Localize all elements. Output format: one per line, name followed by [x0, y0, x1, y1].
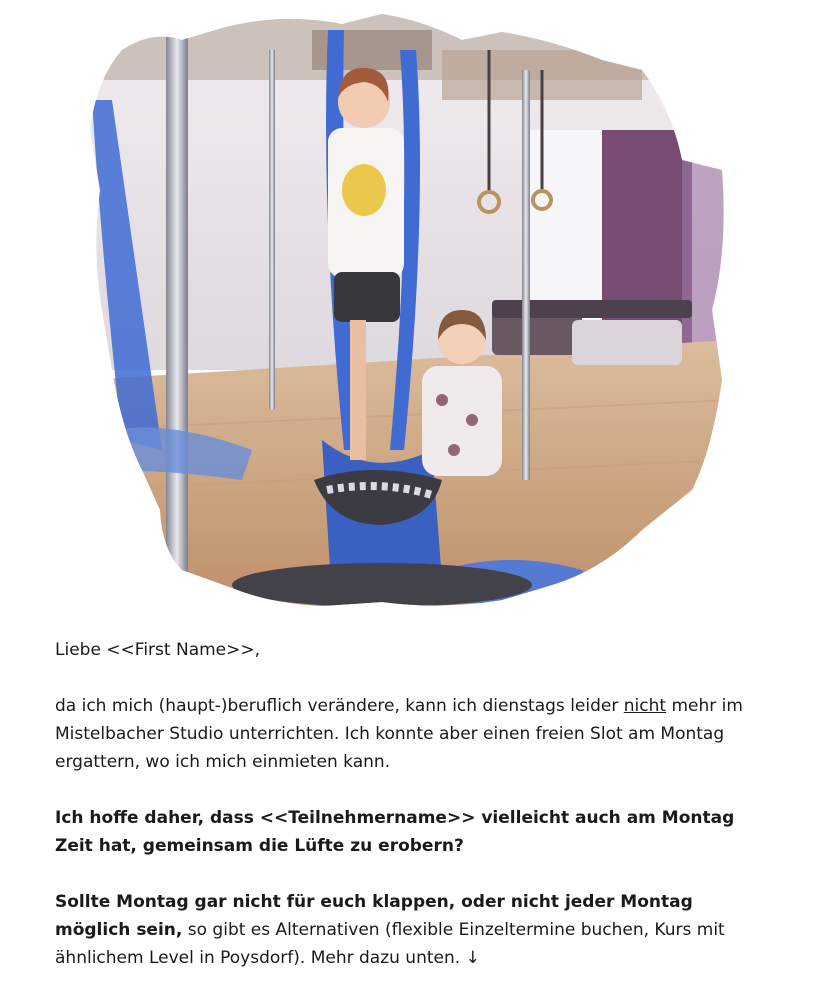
greeting: Liebe <<First Name>>,	[55, 640, 261, 660]
letter-body	[55, 636, 770, 1000]
alternatives-lead: Sollte Montag gar nicht für euch klappen, oder nicht jeder Montag möglich sein,	[55, 892, 693, 940]
paragraph-schedule-change	[55, 692, 770, 776]
paragraph-text: mehr im Mistelbacher Studio unterrichten. Ich konnte aber einen freien Slot am Montag ergattern, wo ich mich einmieten kann.	[55, 696, 743, 772]
aerial-silk-photo	[82, 10, 730, 610]
paragraph-alternatives	[55, 888, 770, 972]
paragraph-text: da ich mich (haupt-)beruflich verändere, kann ich dienstags leider	[55, 696, 624, 716]
emphasis-nicht: nicht	[623, 696, 667, 716]
hero-photo	[82, 10, 730, 610]
alternatives-text: so gibt es Alternativen (flexible Einzeltermine buchen, Kurs mit ähnlichem Level in Poysdorf). Mehr dazu unten. ↓	[55, 920, 725, 968]
paragraph-monday-question: Ich hoffe daher, dass <<Teilnehmername>> vielleicht auch am Montag Zeit hat, gemeinsam die Lüfte zu erobern?	[55, 808, 735, 856]
